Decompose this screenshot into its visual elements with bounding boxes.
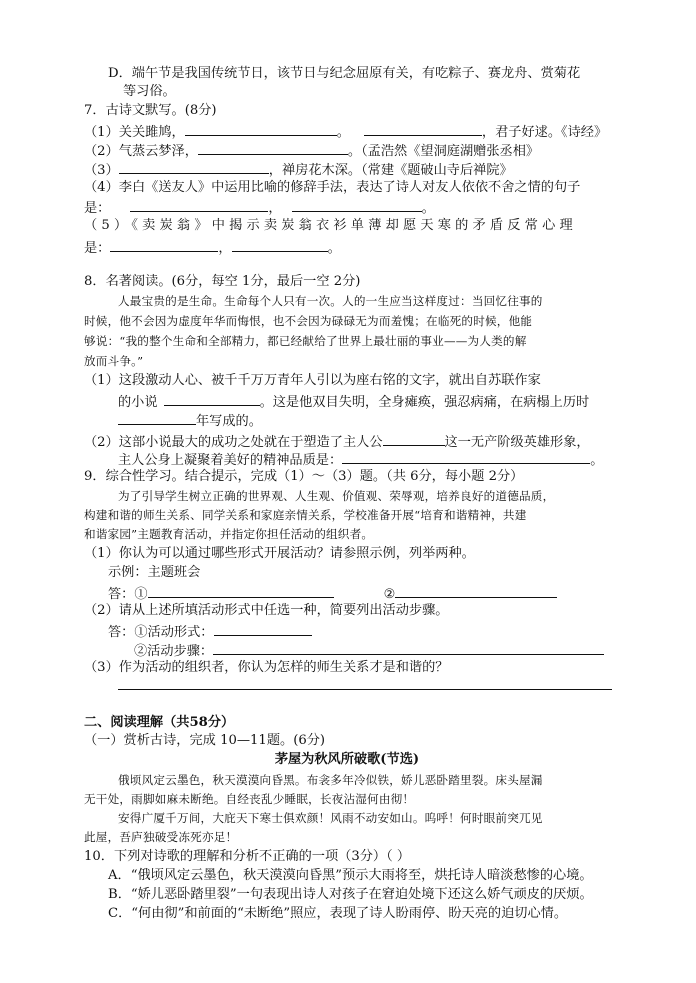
q8-sub-1: （1）这段激动人心、被千千万万青年人引以为座右铭的文字，就出自苏联作家 — [84, 373, 541, 388]
q8-sub-2-text-d: 。 — [590, 453, 604, 468]
q8-sub-2-cont — [118, 450, 603, 469]
q8-sub-2-text-c: 主人公身上凝聚着美好的精神品质是： — [118, 453, 343, 468]
q7-item-4-text-b: ， — [268, 201, 282, 216]
q7-item-1 — [84, 122, 607, 141]
q9-sub-3: （3）作为活动的组织者，你认为怎样的师生关系才是和谐的？ — [84, 660, 449, 675]
answer-blank[interactable] — [213, 641, 604, 655]
q7-item-5: （5）《卖炭翁》中揭示卖炭翁衣衫单薄却愿天寒的矛盾反常心理 — [84, 218, 577, 233]
q7-item-1-text-b: 。 — [336, 125, 350, 140]
q8-title: 8．名著阅读。(6分，每空 1分，最后一空 2分) — [84, 274, 361, 289]
answer-blank[interactable] — [342, 450, 590, 464]
answer-blank[interactable] — [185, 122, 337, 136]
answer-line[interactable] — [118, 689, 612, 690]
answer-blank[interactable] — [119, 160, 269, 174]
q8-passage-line: 够说：“我的整个生命和全部精力，都已经献给了世界上最壮丽的事业——为人类的解 — [84, 334, 527, 348]
q8-sub-1-text-a: 的小说 — [118, 395, 158, 410]
q7-item-4-text-a: 是： — [84, 201, 111, 216]
q8-passage-line: 时候，他不会因为虚度年华而悔恨，也不会因为碌碌无为而羞愧；在临死的时候，他能 — [84, 314, 533, 328]
q8-sub-2-text-a: （2）这部小说最大的成功之处就在于塑造了主人公 — [84, 435, 383, 450]
q9-answer-label-a: 答：① — [108, 587, 148, 602]
q10-title: 10．下列对诗歌的理解和分析不正确的一项（3分）（ ） — [84, 849, 411, 864]
q9-passage-line: 构建和谐的师生关系、同学关系和家庭亲情关系，学校准备开展“培育和谐精神，共建 — [84, 508, 527, 522]
poem-line: 无干处，雨脚如麻未断绝。自经丧乱少睡眠，长夜沾湿何由彻！ — [84, 792, 415, 806]
section-2-sub: （一）赏析古诗，完成 10—11题。(6分) — [84, 733, 326, 748]
q7-item-3-text-a: （3） — [84, 163, 119, 178]
q9-answer-label-b: ② — [383, 587, 396, 602]
poem-line: 俄顷风定云墨色，秋天漠漠向昏黑。布衾多年冷似铁，娇儿恶卧踏里裂。床头屋漏 — [118, 773, 543, 787]
answer-blank[interactable] — [232, 238, 328, 252]
q9-title: 9．综合性学习。结合提示，完成（1）～（3）题。（共 6分，每小题 2分） — [84, 469, 524, 484]
answer-blank[interactable] — [364, 122, 482, 136]
answer-blank[interactable] — [395, 584, 557, 598]
answer-blank[interactable] — [292, 198, 422, 212]
answer-blank[interactable] — [148, 584, 334, 598]
q8-sub-1-text-b: 。这是他双目失明，全身瘫痪，强忍病痛，在病榻上历时 — [259, 395, 590, 410]
q9-answer-1 — [108, 584, 557, 603]
q7-item-4-text-c: 。 — [421, 201, 435, 216]
poem-line: 此屋，吾庐独破受冻死亦足！ — [84, 830, 238, 844]
q7-item-3-text-b: ，禅房花木深。（常建《题破山寺后禅院》 — [268, 163, 513, 178]
answer-blank[interactable] — [164, 392, 260, 406]
q6-option-d-cont: 等习俗。 — [123, 84, 176, 99]
q7-item-4: （4）李白《送友人》中运用比喻的修辞手法，表达了诗人对友人依依不舍之情的句子 — [84, 180, 581, 195]
q7-title: 7．古诗文默写。(8分) — [84, 103, 217, 118]
q7-item-1-text-c: ，君子好逑。《诗经》 — [481, 125, 608, 140]
q9-passage-line: 为了引导学生树立正确的世界观、人生观、价值观、荣辱观，培养良好的道德品质， — [118, 489, 555, 503]
q7-item-5-text-c: 。 — [327, 241, 341, 256]
q9-sub-2: （2）请从上述所填活动形式中任选一种，简要列出活动步骤。 — [84, 603, 449, 618]
q10-option-a: A．“俄顷风定云墨色，秋天漠漠向昏黑”预示大雨将至，烘托诗人暗淡愁惨的心境。 — [108, 868, 593, 883]
q8-sub-1-cont — [118, 392, 589, 411]
answer-blank[interactable] — [118, 411, 196, 425]
q7-item-3 — [84, 160, 513, 179]
q8-sub-2-text-b: 这一无产阶级英雄形象， — [444, 435, 590, 450]
q9-example: 示例：主题班会 — [108, 565, 201, 580]
q10-option-b: B．“娇儿恶卧踏里裂”一句表现出诗人对孩子在窘迫处境下还这么娇气顽皮的厌烦。 — [108, 887, 593, 902]
q7-item-1-text-a: （1）关关雎鸠， — [84, 125, 185, 140]
q7-item-5-answer — [84, 238, 341, 257]
answer-blank[interactable] — [214, 622, 312, 636]
q8-passage-line: 人最宝贵的是生命。生命每个人只有一次。人的一生应当这样度过：当回忆往事的 — [118, 294, 543, 308]
q7-item-2-text-a: （2）气蒸云梦泽， — [84, 144, 198, 159]
q9-form — [108, 622, 312, 641]
q8-sub-2 — [84, 432, 590, 451]
q8-sub-1-end — [118, 411, 262, 430]
q9-sub-1: （1）你认为可以通过哪些形式开展活动？请参照示例，列举两种。 — [84, 546, 475, 561]
q9-steps-label: ②活动步骤： — [134, 644, 214, 659]
q6-option-d: D．端午节是我国传统节日，该节日与纪念屈原有关，有吃粽子、赛龙舟、赏菊花 — [108, 66, 581, 81]
answer-blank[interactable] — [198, 141, 348, 155]
q7-item-2 — [84, 141, 539, 160]
q10-option-c: C．“何由彻”和前面的“未断绝”照应，表现了诗人盼雨停、盼天亮的迫切心情。 — [108, 906, 568, 921]
q7-item-4-answer — [84, 198, 435, 217]
q8-sub-1-text-c: 年写成的。 — [196, 414, 262, 429]
q8-passage-line: 放而斗争。” — [84, 354, 144, 368]
answer-blank[interactable] — [110, 238, 218, 252]
q9-passage-line: 和谐家园”主题教育活动，并指定你担任活动的组织者。 — [84, 527, 374, 541]
q7-item-5-text-a: 是： — [84, 241, 111, 256]
q7-item-2-text-b: 。（孟浩然《望洞庭湖赠张丞相》 — [347, 144, 540, 159]
poem-line: 安得广厦千万间，大庇天下寒士俱欢颜！风雨不动安如山。呜呼！何时眼前突兀见 — [118, 811, 543, 825]
poem-title: 茅屋为秋风所破歌(节选) — [274, 752, 420, 767]
q9-steps — [134, 641, 604, 660]
q7-item-5-text-b: ， — [218, 241, 232, 256]
q9-form-label: 答：①活动形式： — [108, 625, 214, 640]
answer-blank[interactable] — [130, 198, 268, 212]
section-2-title: 二、阅读理解（共58分） — [84, 715, 235, 730]
answer-blank[interactable] — [383, 432, 445, 446]
